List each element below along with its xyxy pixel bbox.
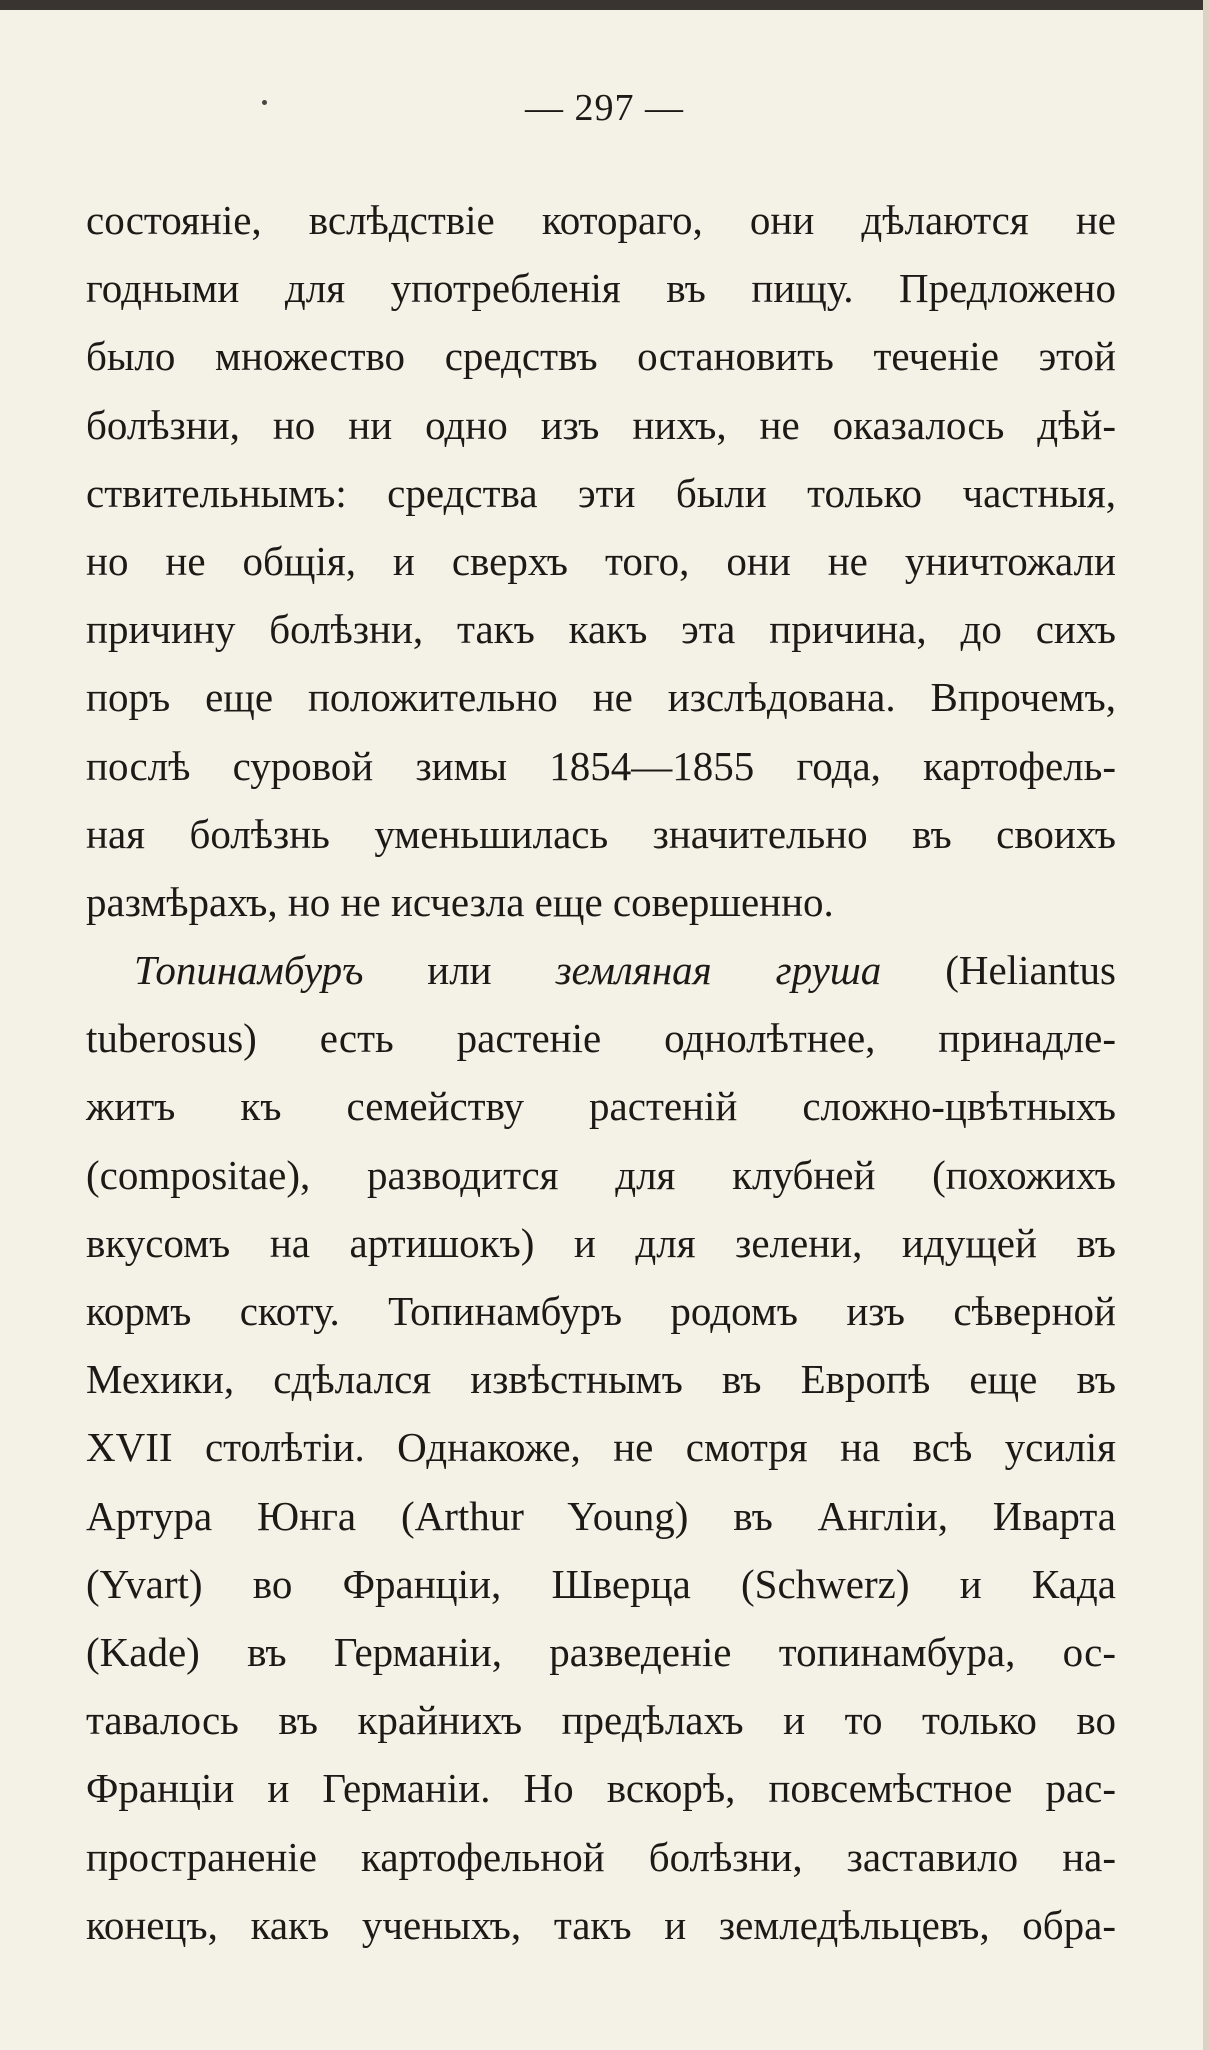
latin-name-start: (Heliantus: [945, 947, 1117, 994]
text-line: ная болѣзнь уменьшилась значительно въ своихъ: [86, 810, 1116, 857]
text-line: (Yvart) во Франціи, Шверца (Schwerz) и Када: [86, 1560, 1116, 1607]
text-line: Мехики, сдѣлался извѣстнымъ въ Европѣ еще въ: [86, 1356, 1116, 1403]
text-line: tuberosus) есть растеніе однолѣтнее, принадле-: [86, 1015, 1116, 1062]
text-line: Франціи и Германіи. Но вскорѣ, повсемѣстное рас-: [86, 1765, 1116, 1812]
term-topinambur: Топинамбуръ: [134, 947, 364, 994]
paragraph-opening-line: [86, 936, 1116, 1004]
text-line: было множество средствъ остановить теченіе этой: [86, 333, 1116, 380]
connector-word: или: [427, 947, 492, 994]
text-line: послѣ суровой зимы 1854—1855 года, картофель-: [86, 742, 1116, 789]
page-number: — 297 —: [525, 87, 684, 129]
text-line: (compositae), разводится для клубней (похожихъ: [86, 1151, 1116, 1198]
text-line: болѣзни, но ни одно изъ нихъ, не оказалось дѣй-: [86, 401, 1116, 448]
text-line: Артура Юнга (Arthur Young) въ Англіи, Иварта: [86, 1492, 1116, 1539]
text-line: XVII столѣтіи. Однакоже, не смотря на всѣ усилія: [86, 1424, 1116, 1471]
text-line: вкусомъ на артишокъ) и для зелени, идущей въ: [86, 1219, 1116, 1266]
text-line: состояніе, вслѣдствіе котораго, они дѣлаются не: [86, 197, 1116, 243]
page-right-edge: [1203, 0, 1209, 2050]
text-line: годными для употребленія въ пищу. Предложено: [86, 265, 1116, 312]
text-line: размѣрахъ, но не исчезла еще совершенно.: [86, 878, 834, 925]
body-text: [86, 186, 1116, 1959]
text-line: конецъ, какъ ученыхъ, такъ и земледѣльцевъ, обра-: [86, 1901, 1116, 1948]
text-line: ствительнымъ: средства эти были только частныя,: [86, 469, 1116, 516]
text-line: тавалось въ крайнихъ предѣлахъ и то только во: [86, 1697, 1116, 1744]
text-line: житъ къ семейству растеній сложно-цвѣтныхъ: [86, 1083, 1116, 1130]
text-line: кормъ скоту. Топинамбуръ родомъ изъ сѣверной: [86, 1288, 1116, 1334]
page-top-edge: [0, 0, 1209, 10]
text-line: причину болѣзни, такъ какъ эта причина, до сихъ: [86, 606, 1116, 653]
term-earth-pear: земляная груша: [555, 947, 882, 994]
text-line: поръ еще положительно не изслѣдована. Впрочемъ,: [86, 674, 1116, 721]
text-line: (Kade) въ Германіи, разведеніе топинамбура, ос-: [86, 1628, 1116, 1675]
text-line: пространеніе картофельной болѣзни, заставило на-: [86, 1833, 1116, 1880]
text-line: но не общія, и сверхъ того, они не уничтожали: [86, 537, 1116, 584]
